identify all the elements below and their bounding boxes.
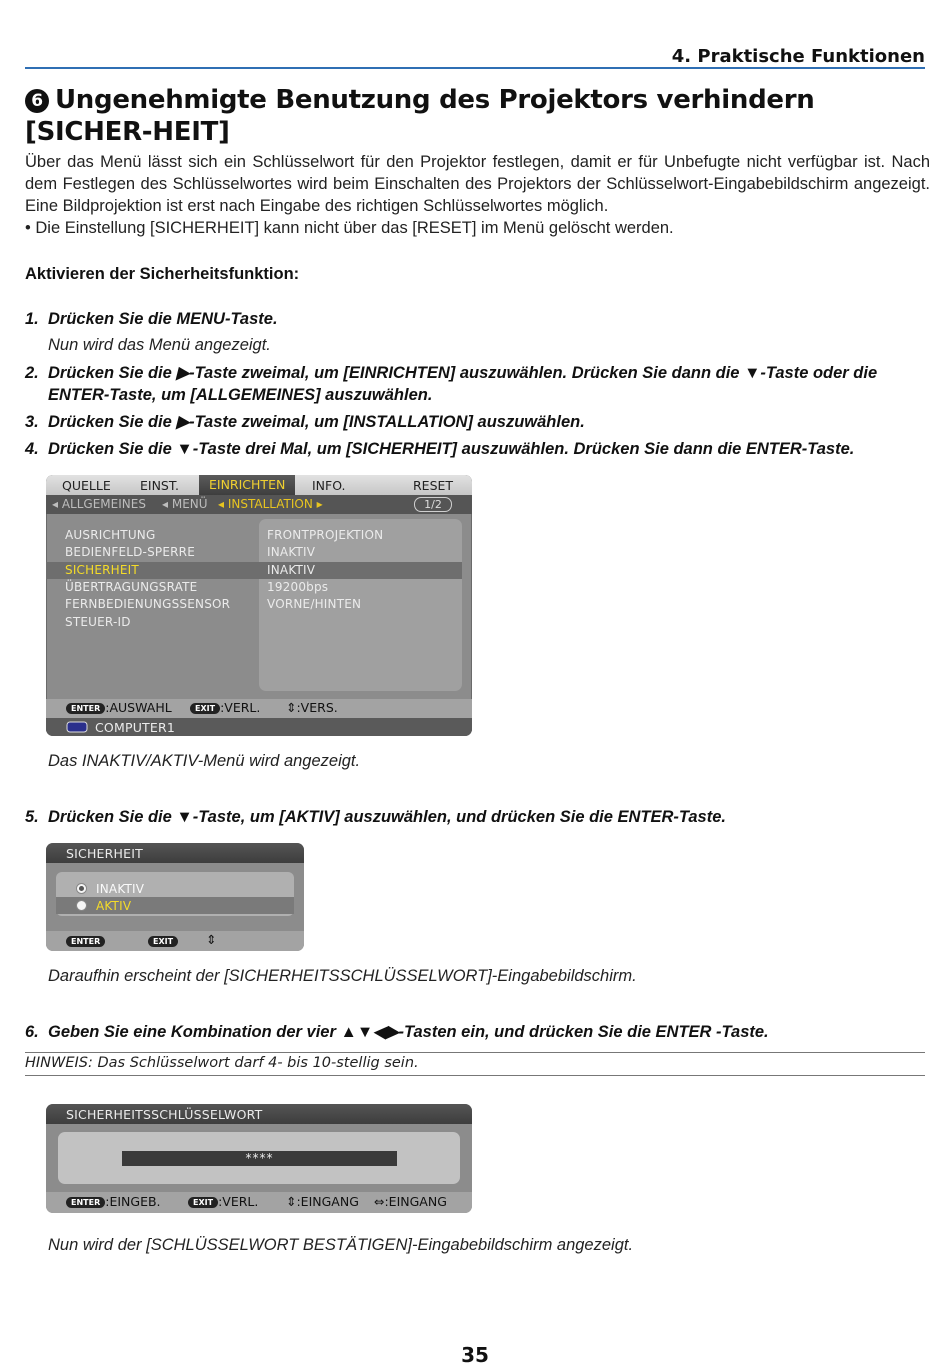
- step-1: [25, 308, 930, 330]
- source-label: COMPUTER1: [95, 720, 176, 735]
- radio-icon-aktiv: [76, 900, 87, 911]
- dialog-footer: [46, 1192, 472, 1213]
- page-number: 35: [461, 1343, 489, 1367]
- option-inaktiv: INAKTIV: [96, 882, 145, 896]
- footer-leftright-label: ⇔:EINGANG: [374, 1194, 447, 1209]
- step-text: Geben Sie eine Kombination der vier ▲▼◀▶-Tasten ein, und drücken Sie die ENTER -Taste.: [48, 1023, 769, 1041]
- menu-item-value: INAKTIV: [267, 545, 316, 559]
- menu-item-label: ÜBERTRAGUNGSRATE: [65, 580, 198, 594]
- step-number: 2.: [25, 364, 39, 382]
- tab-info: INFO.: [312, 478, 346, 493]
- updown-arrows-icon: ⇕: [206, 932, 217, 947]
- subtab-menu: ◂ MENÜ: [162, 497, 208, 511]
- step-text: Drücken Sie die ▼-Taste, um [AKTIV] auszuwählen, und drücken Sie die ENTER-Taste.: [48, 808, 726, 826]
- title-text: Ungenehmigte Benutzung des Projektors verhindern [SICHER-HEIT]: [25, 85, 815, 147]
- step-number: 4.: [25, 440, 39, 458]
- menu-item-label: AUSRICHTUNG: [65, 528, 156, 542]
- menu-tab-bar: [46, 475, 472, 495]
- monitor-icon: [66, 721, 88, 733]
- option-aktiv: AKTIV: [96, 899, 132, 913]
- step-text: Drücken Sie die MENU-Taste.: [48, 310, 278, 328]
- chapter-header: 4. Praktische Funktionen: [671, 46, 925, 67]
- radio-icon-inaktiv: [76, 883, 87, 894]
- step-number: 6.: [25, 1023, 39, 1041]
- tab-reset: RESET: [413, 478, 454, 493]
- menu-item-label: FERNBEDIENUNGSSENSOR: [65, 597, 231, 611]
- hint-text: HINWEIS: Das Schlüsselwort darf 4- bis 10-stellig sein.: [25, 1055, 419, 1071]
- intro-paragraph: Über das Menü lässt sich ein Schlüsselwort für den Projektor festlegen, damit er für Unbefugte nicht verfügbar ist. Nach dem Festlegen des Schlüsselwortes wird beim Einschalten des Projektors der Schlüsselwort-Eingabebildschirm angezeigt. Eine Bildprojektion ist erst nach Eingabe des richtigen Schlüsselwortes möglich.: [25, 153, 930, 215]
- menu-item-value: 19200bps: [267, 580, 329, 594]
- dialog-title: SICHERHEIT: [66, 846, 143, 861]
- menu-item-label: STEUER-ID: [65, 615, 131, 629]
- note-after-dialog: Daraufhin erscheint der [SICHERHEITSSCHLÜSSELWORT]-Eingabebildschirm.: [48, 967, 637, 985]
- step-4: [25, 438, 930, 460]
- tab-einst: EINST.: [140, 478, 179, 493]
- tab-quelle: QUELLE: [62, 478, 111, 493]
- tab-einrichten: EINRICHTEN: [199, 475, 295, 495]
- section-number-badge: 6: [25, 89, 49, 113]
- footer-enter-label: :EINGEB.: [105, 1194, 161, 1209]
- subtab-allgemeines: ◂ ALLGEMEINES: [52, 497, 146, 511]
- header-rule: [25, 67, 925, 69]
- menu-item-label: BEDIENFELD-SPERRE: [65, 545, 195, 559]
- menu-item-value: FRONTPROJEKTION: [267, 528, 384, 542]
- enter-key-icon: ENTER: [66, 1197, 105, 1208]
- footer-updown-label: ⇕:VERS.: [286, 700, 338, 715]
- menu-source-bar: [46, 718, 472, 736]
- step-2: [25, 362, 930, 406]
- projector-menu-screenshot: [46, 475, 472, 736]
- step-5: [25, 806, 930, 828]
- menu-item-label-selected: SICHERHEIT: [65, 563, 139, 577]
- footer-exit-label: :VERL.: [220, 700, 261, 715]
- keyword-field: ****: [122, 1151, 397, 1166]
- menu-subtab-bar: [46, 495, 472, 514]
- step-number: 3.: [25, 413, 39, 431]
- note-final: Nun wird der [SCHLÜSSELWORT BESTÄTIGEN]-Eingabebildschirm angezeigt.: [48, 1236, 634, 1254]
- page-indicator: 1/2: [414, 497, 452, 512]
- step-3: [25, 411, 930, 433]
- subheading: Aktivieren der Sicherheitsfunktion:: [25, 265, 300, 283]
- dialog-footer: [46, 931, 304, 951]
- hint-box: [25, 1052, 925, 1076]
- subtab-installation: ◂ INSTALLATION ▸: [218, 497, 323, 511]
- footer-enter-label: :AUSWAHL: [105, 700, 172, 715]
- selected-option-highlight: [56, 897, 294, 914]
- dialog-header: [46, 843, 304, 863]
- dialog-body: [58, 1132, 460, 1184]
- intro-bullet: • Die Einstellung [SICHERHEIT] kann nicht über das [RESET] im Menü gelöscht werden.: [25, 219, 674, 237]
- note-after-menu: Das INAKTIV/AKTIV-Menü wird angezeigt.: [48, 752, 361, 770]
- dialog-title: SICHERHEITSSCHLÜSSELWORT: [66, 1107, 263, 1122]
- enter-key-icon: ENTER: [66, 936, 105, 947]
- menu-item-value: VORNE/HINTEN: [267, 597, 362, 611]
- exit-key-icon: EXIT: [188, 1197, 218, 1208]
- exit-key-icon: EXIT: [148, 936, 178, 947]
- exit-key-icon: EXIT: [190, 703, 220, 714]
- enter-key-icon: ENTER: [66, 703, 105, 714]
- footer-exit-label: :VERL.: [218, 1194, 259, 1209]
- step-number: 5.: [25, 808, 39, 826]
- step-text: Drücken Sie die ▶-Taste zweimal, um [INSTALLATION] auszuwählen.: [48, 413, 585, 431]
- keyword-dialog-screenshot: [46, 1104, 472, 1213]
- step-6: [25, 1021, 930, 1043]
- footer-updown-label: ⇕:EINGANG: [286, 1194, 359, 1209]
- step-text: Drücken Sie die ▶-Taste zweimal, um [EINRICHTEN] auszuwählen. Drücken Sie dann die ▼-Taste oder die ENTER-Taste, um [ALLGEMEINES] auszuwählen.: [48, 364, 878, 404]
- page-title: [25, 84, 930, 148]
- menu-item-value: INAKTIV: [267, 563, 316, 577]
- menu-footer: [46, 699, 472, 718]
- step-number: 1.: [25, 310, 39, 328]
- dialog-header: [46, 1104, 472, 1124]
- intro-text: [25, 151, 930, 239]
- security-dialog-screenshot: [46, 843, 304, 951]
- note-after-step-1: Nun wird das Menü angezeigt.: [48, 336, 271, 354]
- step-text: Drücken Sie die ▼-Taste drei Mal, um [SICHERHEIT] auszuwählen. Drücken Sie dann die ENTER-Taste.: [48, 440, 855, 458]
